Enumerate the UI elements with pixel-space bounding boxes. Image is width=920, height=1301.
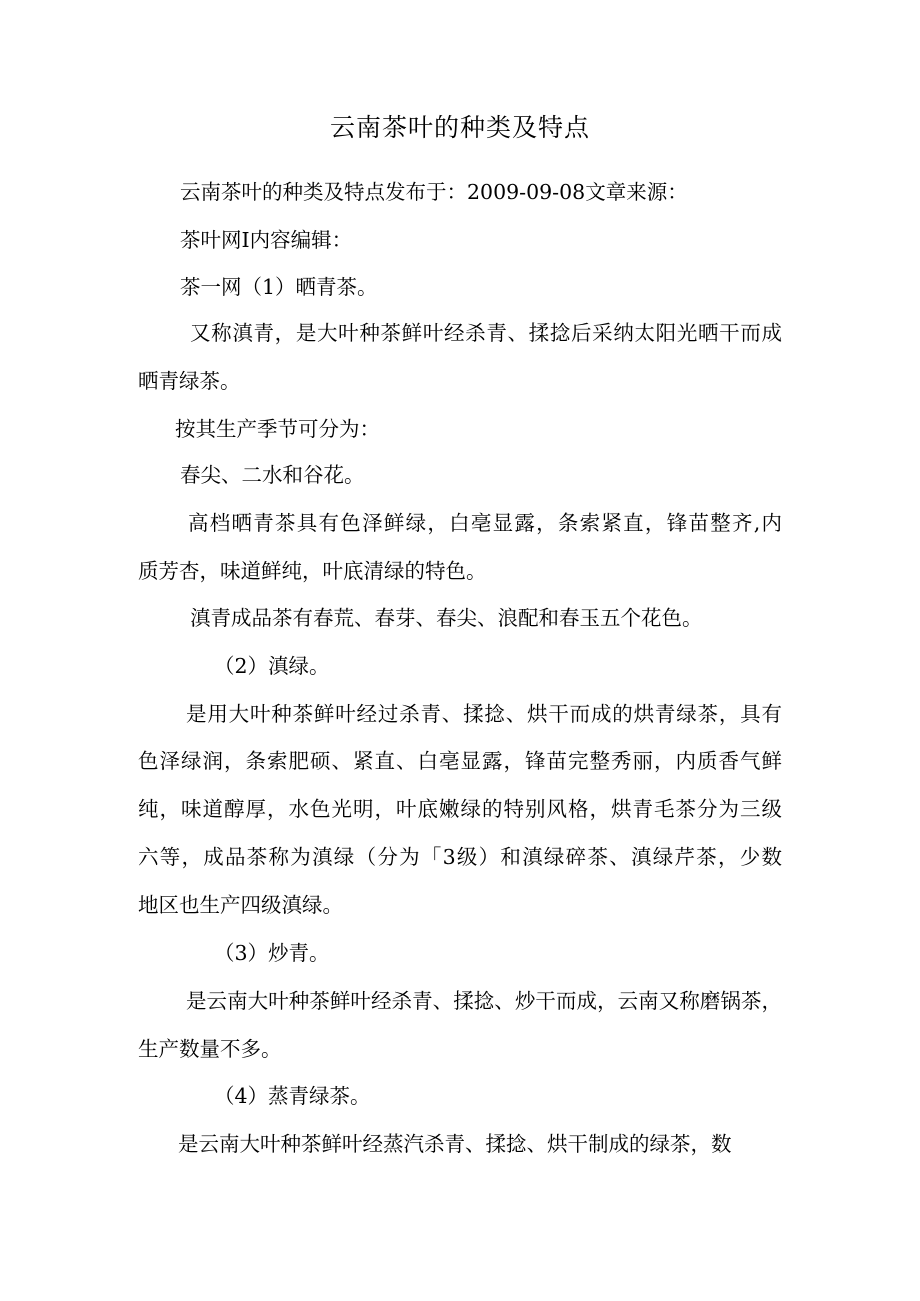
- paragraph-line: 色泽绿润，条索肥硕、紧直、白亳显露，锋苗完整秀丽，内质香气鲜: [138, 749, 782, 773]
- paragraph-line: 是云南大叶种茶鲜叶经杀青、揉捻、炒干而成，云南又称磨锅茶，: [186, 989, 782, 1013]
- section-4-heading: （4）蒸青绿茶。: [214, 1084, 371, 1108]
- paragraph-line: 生产数量不多。: [138, 1037, 282, 1061]
- editor-line: 茶叶网I内容编辑：: [180, 228, 353, 252]
- paragraph-line: 是云南大叶种茶鲜叶经蒸汽杀青、揉捻、烘干制成的绿茶，数: [178, 1132, 732, 1156]
- paragraph-line: 纯，味道醇厚，水色光明，叶底嫩绿的特别风格，烘青毛茶分为三级: [138, 797, 782, 821]
- paragraph-line: 是用大叶种茶鲜叶经过杀青、揉捻、烘干而成的烘青绿茶，具有: [186, 702, 782, 726]
- section-3-heading: （3）炒青。: [214, 941, 330, 965]
- paragraph-line: 晒青绿茶。: [138, 369, 241, 393]
- paragraph-line: 高档晒青茶具有色泽鲜绿，白亳显露，条索紧直，锋苗整齐,内: [188, 511, 782, 535]
- paragraph-line: 质芳杏，味道鲜纯，叶底清绿的特色。: [138, 559, 487, 583]
- paragraph-line: 地区也生产四级滇绿。: [138, 893, 343, 917]
- paragraph-line: 滇青成品茶有春荒、春芽、春尖、浪配和春玉五个花色。: [190, 606, 703, 630]
- paragraph-line: 又称滇青，是大叶种茶鲜叶经杀青、揉捻后采纳太阳光晒干而成: [190, 321, 782, 345]
- document-title: 云南茶叶的种类及特点: [329, 113, 590, 142]
- paragraph-line: 六等，成品茶称为滇绿（分为「3级）和滇绿碎茶、滇绿芹茶，少数: [138, 845, 782, 869]
- paragraph-line: 春尖、二水和谷花。: [180, 463, 365, 487]
- paragraph-line: 按其生产季节可分为：: [175, 417, 380, 441]
- publish-info-line: 云南茶叶的种类及特点发布于：2009-09-08文章来源：: [180, 180, 688, 204]
- section-2-heading: （2）滇绿。: [214, 654, 330, 678]
- section-1-heading: 茶一网（1）晒青茶。: [180, 275, 378, 299]
